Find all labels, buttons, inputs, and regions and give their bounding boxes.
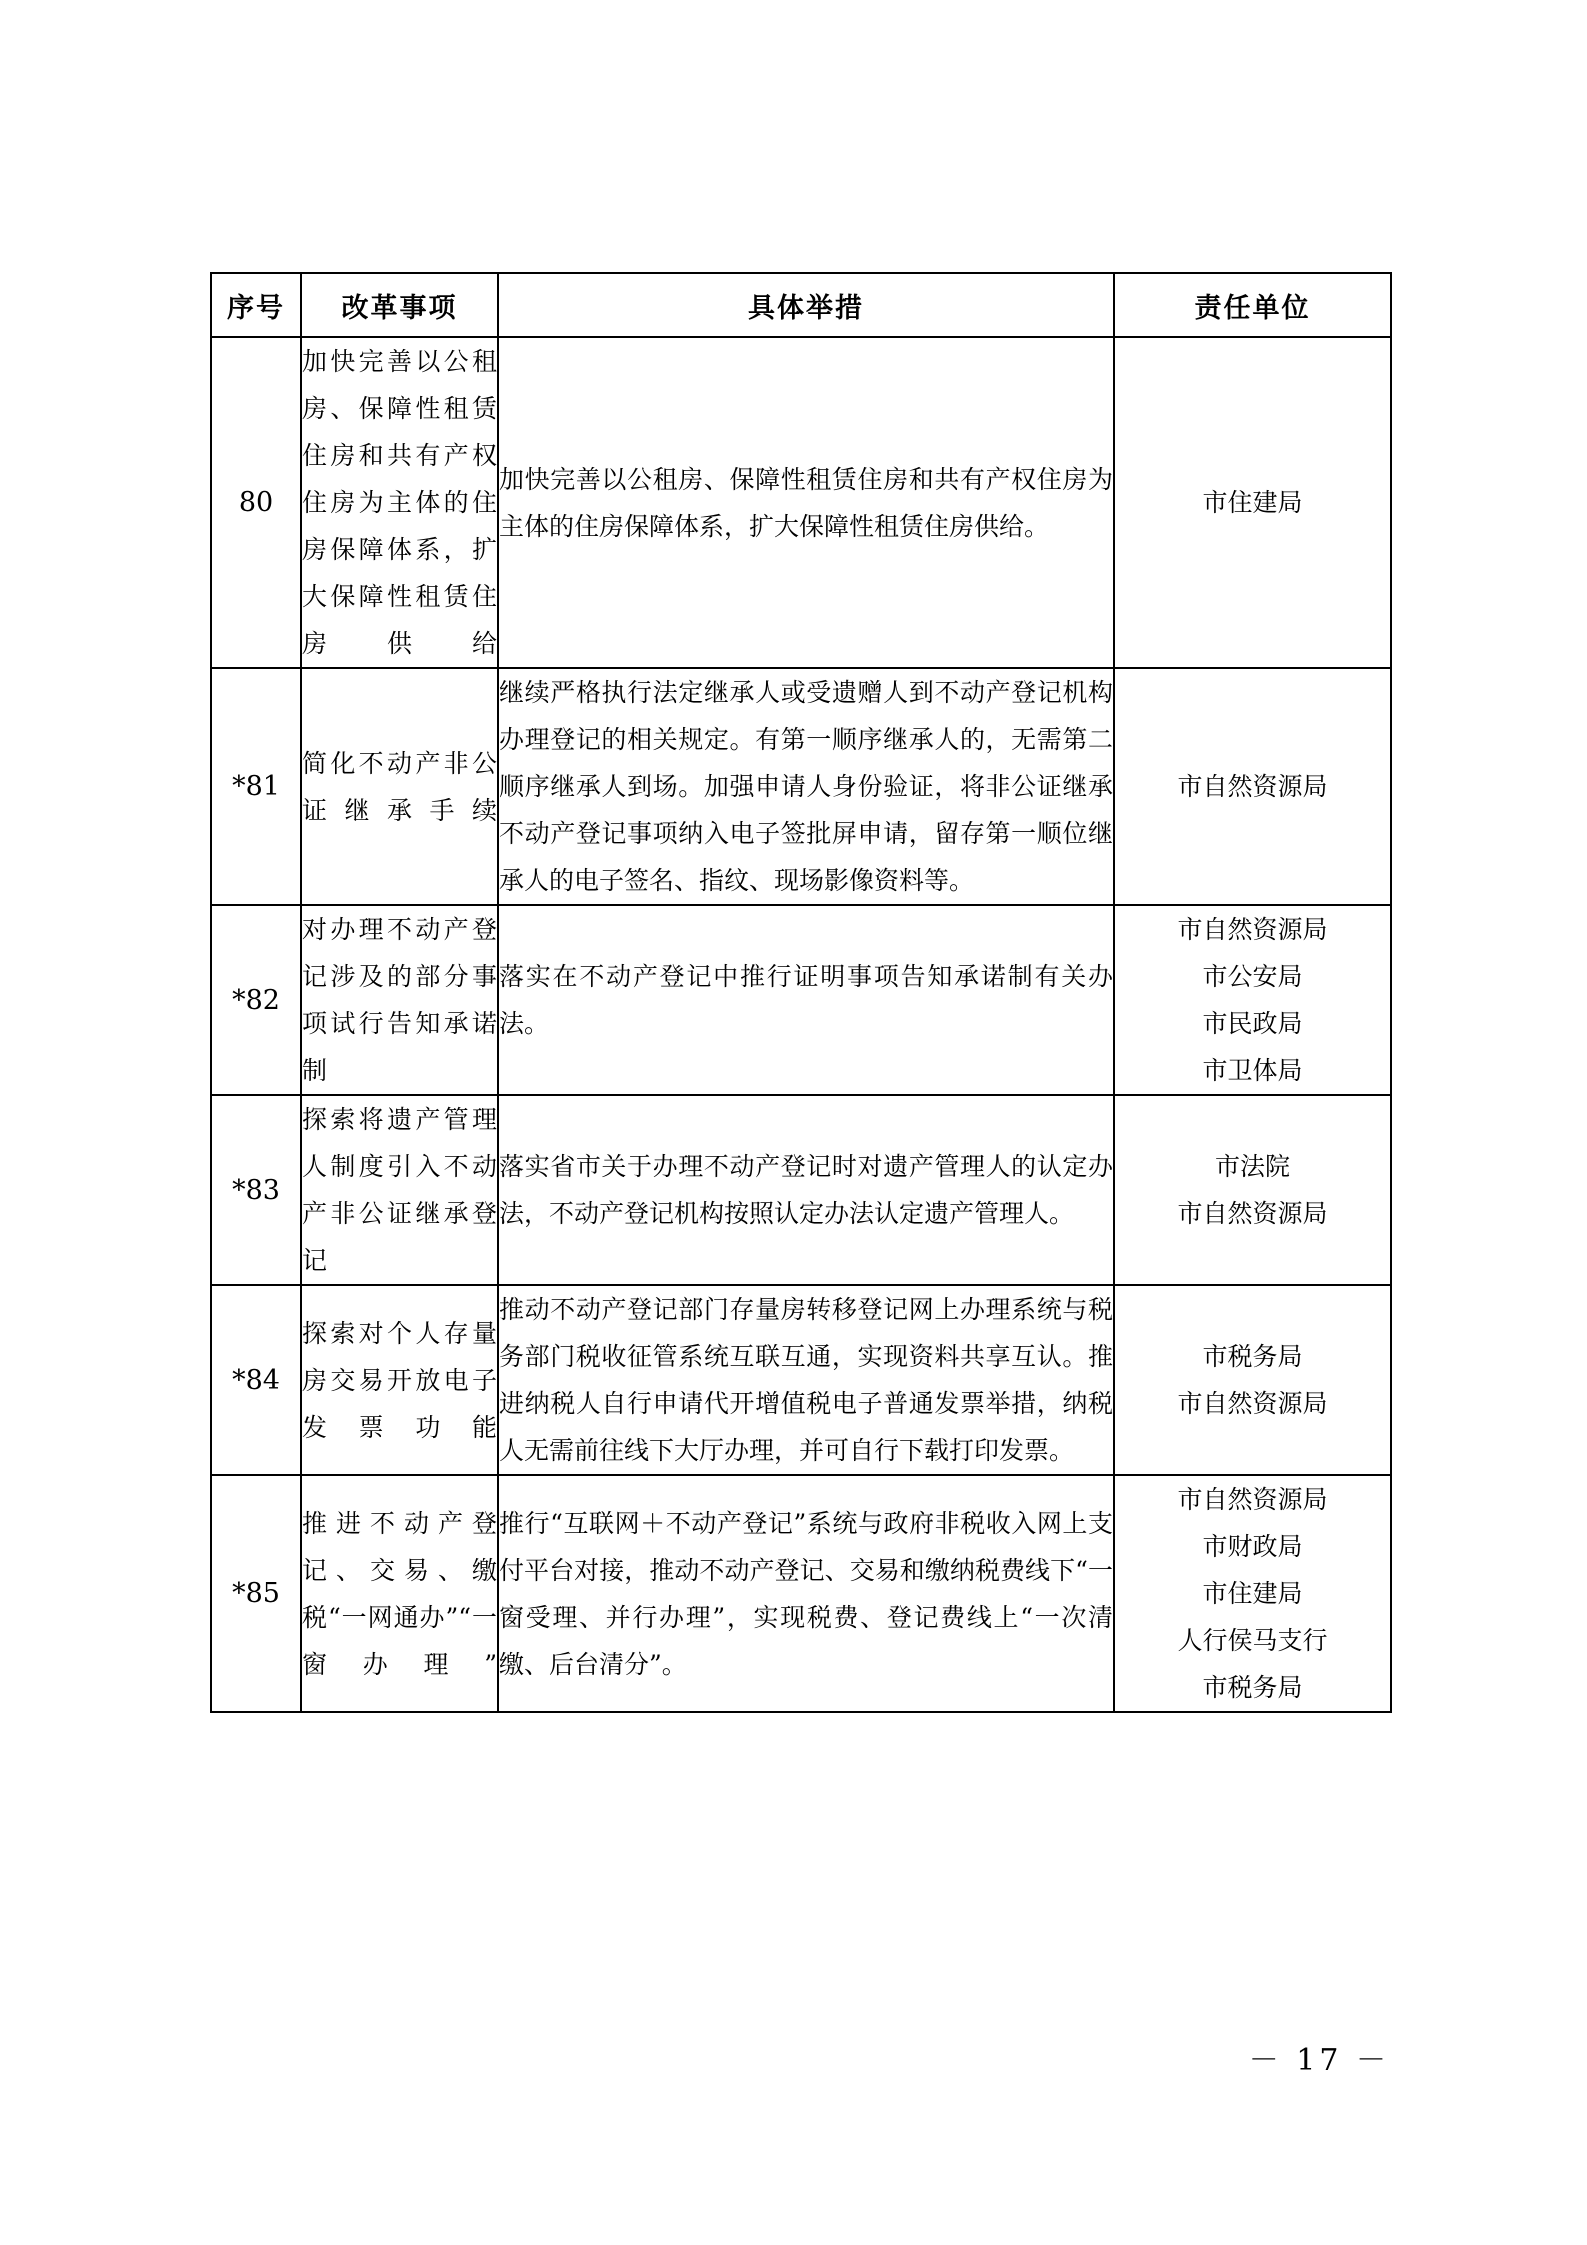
row-reform-item: 探索对个人存量房交易开放电子发票功能 bbox=[301, 1285, 498, 1475]
row-measure: 继续严格执行法定继承人或受遗赠人到不动产登记机构办理登记的相关规定。有第一顺序继承人的，无需第二顺序继承人到场。加强申请人身份验证，将非公证继承不动产登记事项纳入电子签批屏申请，留存第一顺位继承人的电子签名、指纹、现场影像资料等。 bbox=[498, 668, 1114, 905]
row-responsible-unit bbox=[1114, 1475, 1391, 1712]
row-responsible-unit bbox=[1114, 1095, 1391, 1285]
column-header-item: 改革事项 bbox=[301, 273, 498, 337]
row-measure: 落实在不动产登记中推行证明事项告知承诺制有关办法。 bbox=[498, 905, 1114, 1095]
row-measure: 推动不动产登记部门存量房转移登记网上办理系统与税务部门税收征管系统互联互通，实现资料共享互认。推进纳税人自行申请代开增值税电子普通发票举措，纳税人无需前往线下大厅办理，并可自行下载打印发票。 bbox=[498, 1285, 1114, 1475]
row-responsible-unit bbox=[1114, 668, 1391, 905]
unit-line: 市自然资源局 bbox=[1177, 1485, 1328, 1514]
row-seq: *84 bbox=[211, 1285, 301, 1475]
unit-line: 人行侯马支行 bbox=[1177, 1626, 1328, 1655]
row-responsible-unit bbox=[1114, 1285, 1391, 1475]
unit-line: 市公安局 bbox=[1202, 962, 1303, 991]
page-number: － 17 － bbox=[1248, 2043, 1390, 2078]
table-header-row bbox=[211, 273, 1391, 337]
row-seq: *82 bbox=[211, 905, 301, 1095]
row-seq: *83 bbox=[211, 1095, 301, 1285]
row-measure: 加快完善以公租房、保障性租赁住房和共有产权住房为主体的住房保障体系，扩大保障性租赁住房供给。 bbox=[498, 337, 1114, 668]
unit-line: 市自然资源局 bbox=[1177, 772, 1328, 801]
table-row bbox=[211, 668, 1391, 905]
row-measure: 落实省市关于办理不动产登记时对遗产管理人的认定办法，不动产登记机构按照认定办法认定遗产管理人。 bbox=[498, 1095, 1114, 1285]
unit-line: 市住建局 bbox=[1202, 488, 1303, 517]
unit-line: 市卫体局 bbox=[1202, 1056, 1303, 1085]
unit-line: 市自然资源局 bbox=[1177, 1389, 1328, 1418]
row-measure: 推行“互联网＋不动产登记”系统与政府非税收入网上支付平台对接，推动不动产登记、交易和缴纳税费线下“一窗受理、并行办理”，实现税费、登记费线上“一次清缴、后台清分”。 bbox=[498, 1475, 1114, 1712]
table-row bbox=[211, 1285, 1391, 1475]
unit-line: 市自然资源局 bbox=[1177, 915, 1328, 944]
row-reform-item: 简化不动产非公证继承手续 bbox=[301, 668, 498, 905]
table-row bbox=[211, 1095, 1391, 1285]
unit-line: 市税务局 bbox=[1202, 1673, 1303, 1702]
row-responsible-unit bbox=[1114, 905, 1391, 1095]
table-row bbox=[211, 905, 1391, 1095]
column-header-measure: 具体举措 bbox=[498, 273, 1114, 337]
row-seq: *81 bbox=[211, 668, 301, 905]
unit-line: 市住建局 bbox=[1202, 1579, 1303, 1608]
unit-line: 市税务局 bbox=[1202, 1342, 1303, 1371]
row-reform-item: 推进不动产登记、交易、缴税“一网通办”“一窗办理” bbox=[301, 1475, 498, 1712]
row-seq: 80 bbox=[211, 337, 301, 668]
unit-line: 市自然资源局 bbox=[1177, 1199, 1328, 1228]
row-reform-item: 探索将遗产管理人制度引入不动产非公证继承登记 bbox=[301, 1095, 498, 1285]
column-header-seq: 序号 bbox=[211, 273, 301, 337]
unit-line: 市财政局 bbox=[1202, 1532, 1303, 1561]
table-row bbox=[211, 337, 1391, 668]
table-row bbox=[211, 1475, 1391, 1712]
row-responsible-unit bbox=[1114, 337, 1391, 668]
row-seq: *85 bbox=[211, 1475, 301, 1712]
row-reform-item: 加快完善以公租房、保障性租赁住房和共有产权住房为主体的住房保障体系，扩大保障性租赁住房供给 bbox=[301, 337, 498, 668]
column-header-unit: 责任单位 bbox=[1114, 273, 1391, 337]
reform-measures-table bbox=[210, 272, 1392, 1713]
unit-line: 市法院 bbox=[1214, 1152, 1290, 1181]
row-reform-item: 对办理不动产登记涉及的部分事项试行告知承诺制 bbox=[301, 905, 498, 1095]
unit-line: 市民政局 bbox=[1202, 1009, 1303, 1038]
